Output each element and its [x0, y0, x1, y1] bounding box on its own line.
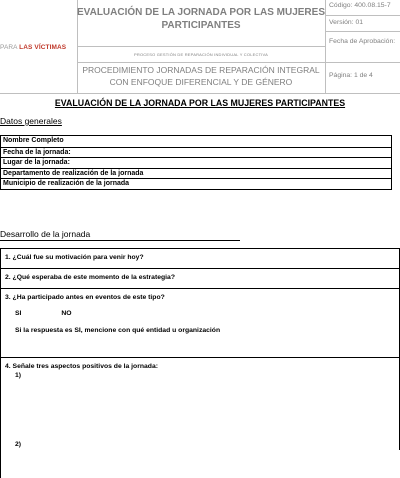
- logo-text: [0, 44, 66, 51]
- header-divider: [326, 62, 400, 63]
- logo-accent: LAS VÍCTIMAS: [19, 44, 67, 51]
- general-row[interactable]: Nombre Completo: [3, 137, 64, 144]
- doc-code: Código: 400.08.15-7: [329, 2, 391, 9]
- general-row[interactable]: Lugar de la jornada:: [1, 157, 391, 168]
- question-row[interactable]: [0, 269, 400, 289]
- general-row[interactable]: Municipio de realización de la jornada: [1, 178, 391, 189]
- answer-line[interactable]: 2): [15, 441, 22, 448]
- main-title: EVALUACIÓN DE LA JORNADA POR LAS MUJERES PARTICIPANTES: [54, 98, 346, 108]
- document-header: [0, 0, 400, 93]
- header-title: EVALUACIÓN DE LA JORNADA POR LAS MUJERES PARTICIPANTES: [77, 7, 325, 31]
- general-data-table: [0, 135, 392, 190]
- question-text: 4. Señale tres aspectos positivos de la jornada:: [5, 363, 158, 370]
- general-data-label: Datos generales: [0, 116, 62, 126]
- header-divider: [0, 93, 400, 94]
- question-row[interactable]: [0, 249, 400, 269]
- header-divider: [326, 31, 400, 32]
- logo-prefix: PARA: [0, 44, 20, 51]
- option-no[interactable]: NO: [61, 310, 72, 317]
- answer-line[interactable]: 1): [15, 372, 22, 379]
- question-text: 3. ¿Ha participado antes en eventos de este tipo?: [5, 294, 165, 301]
- doc-page-number: Página: 1 de 4: [329, 72, 373, 79]
- option-yes[interactable]: SI: [15, 310, 22, 317]
- header-divider: [325, 0, 326, 93]
- header-divider: [326, 15, 400, 16]
- question-text: 1. ¿Cuál fue su motivación para venir hoy?: [5, 254, 144, 261]
- logo: [0, 0, 77, 93]
- header-procedure: PROCEDIMIENTO JORNADAS DE REPARACIÓN INTEGRAL CON ENFOQUE DIFERENCIAL Y DE GÉNERO: [82, 65, 320, 87]
- question-row[interactable]: [0, 289, 400, 358]
- development-label-underline: [0, 240, 240, 241]
- doc-version: Versión: 01: [329, 19, 364, 26]
- header-process: PROCESO GESTIÓN DE REPARACIÓN INDIVIDUAL Y COLECTIVA: [134, 52, 268, 57]
- doc-approval-date: Fecha de Aprobación:: [329, 38, 396, 45]
- yes-no-options: [5, 310, 396, 317]
- questions-table: [0, 248, 400, 478]
- followup-text: Si la respuesta es SI, mencione con qué entidad u organización: [15, 327, 221, 334]
- question-text: 2. ¿Qué esperaba de este momento de la estrategia?: [5, 274, 175, 281]
- general-row[interactable]: Fecha de la jornada:: [1, 147, 391, 158]
- development-label: Desarrollo de la jornada: [0, 229, 91, 239]
- general-row[interactable]: Departamento de realización de la jornada: [1, 168, 391, 179]
- question-row[interactable]: [0, 358, 400, 478]
